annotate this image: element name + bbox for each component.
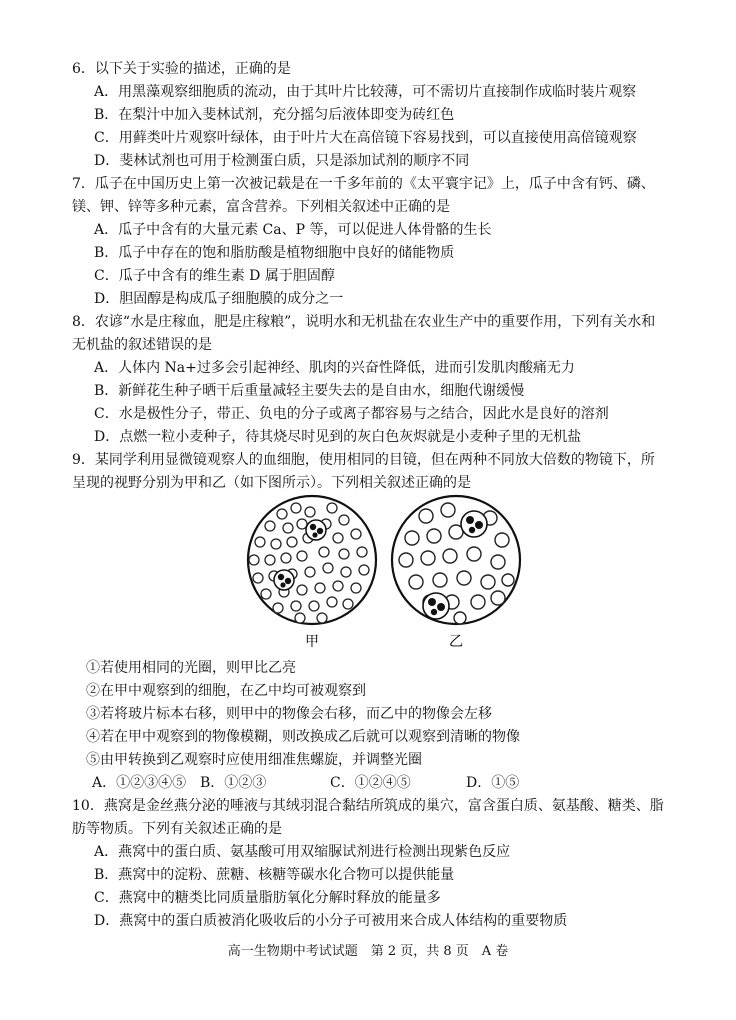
question-10-option-c: C．燕窝中的糖类比同质量脂肪氧化分解时释放的能量多 (94, 890, 441, 906)
microscope-views-figure (240, 494, 530, 654)
figure-label-jia: 甲 (305, 634, 319, 650)
question-8-stem-line2: 无机盐的叙述错误的是 (72, 337, 212, 353)
question-7-option-b: B．瓜子中存在的饱和脂肪酸是植物细胞中良好的储能物质 (94, 245, 455, 261)
field-of-view-yi (392, 496, 520, 624)
question-10-stem-line2: 肪等物质。下列有关叙述正确的是 (72, 821, 282, 837)
question-7-option-d: D．胆固醇是构成瓜子细胞膜的成分之一 (94, 291, 344, 307)
question-10-option-a: A．燕窝中的蛋白质、氨基酸可用双缩脲试剂进行检测出现紫色反应 (94, 844, 511, 860)
question-8-option-b: B．新鲜花生种子晒干后重量减轻主要失去的是自由水，细胞代谢缓慢 (94, 383, 525, 399)
question-9-choice-a: A．①②③④⑤ (92, 775, 187, 791)
figure-label-yi: 乙 (449, 634, 463, 650)
page-footer: 高一生物期中考试试题 第 2 页，共 8 页 A 卷 (227, 944, 509, 959)
question-8-option-a: A．人体内 Na+过多会引起神经、肌肉的兴奋性降低，进而引发肌肉酸痛无力 (94, 360, 575, 376)
question-7-option-c: C．瓜子中含有的维生素 D 属于胆固醇 (94, 268, 335, 284)
question-7-stem-line2: 镁、钾、锌等多种元素，富含营养。下列相关叙述中正确的是 (72, 199, 450, 215)
question-7-option-a: A．瓜子中含有的大量元素 Ca、P 等，可以促进人体骨骼的生长 (94, 222, 492, 238)
question-8 (72, 311, 678, 449)
question-6-option-d: D．斐林试剂也可用于检测蛋白质，只是添加试剂的顺序不同 (94, 153, 470, 169)
question-9-body (72, 657, 678, 795)
question-7 (72, 173, 678, 311)
question-10-stem-line1: 10．燕窝是金丝燕分泌的唾液与其绒羽混合黏结所筑成的巢穴，富含蛋白质、氨基酸、糖类、脂 (72, 798, 664, 814)
question-9-statement-2: ②在甲中观察到的细胞，在乙中均可被观察到 (86, 683, 366, 699)
question-6-option-a: A．用黑藻观察细胞质的流动，由于其叶片比较薄，可不需切片直接制作成临时装片观察 (94, 84, 637, 100)
question-6-stem: 6．以下关于实验的描述，正确的是 (72, 61, 291, 77)
question-9-choices (72, 772, 678, 795)
question-6-option-c: C．用藓类叶片观察叶绿体，由于叶片大在高倍镜下容易找到，可以直接使用高倍镜观察 (94, 130, 637, 146)
question-9-stem-line2: 呈现的视野分别为甲和乙（如下图所示）。下列相关叙述正确的是 (72, 475, 471, 491)
question-8-stem-line1: 8．农谚“水是庄稼血，肥是庄稼粮”，说明水和无机盐在农业生产中的重要作用，下列有关水和 (72, 314, 656, 330)
question-9-choice-c: C．①②④⑤ (330, 775, 411, 791)
question-9-choice-d: D．①⑤ (466, 775, 520, 791)
question-7-stem-line1: 7．瓜子在中国历史上第一次被记载是在一千多年前的《太平寰宇记》上，瓜子中含有钙、磷、 (72, 176, 655, 192)
question-9-statement-3: ③若将玻片标本右移，则甲中的物像会右移，而乙中的物像会左移 (86, 706, 492, 722)
question-9-statement-4: ④若在甲中观察到的物像模糊，则改换成乙后就可以观察到清晰的物像 (86, 729, 520, 745)
question-9-statement-5: ⑤由甲转换到乙观察时应使用细准焦螺旋，并调整光圈 (86, 752, 422, 768)
question-6-option-b: B．在梨汁中加入斐林试剂，充分摇匀后液体即变为砖红色 (94, 107, 455, 123)
question-6 (72, 58, 678, 173)
question-9-choice-b: B．①②③ (200, 775, 267, 791)
question-9-stem-line1: 9．某同学利用显微镜观察人的血细胞，使用相同的目镜，但在两种不同放大倍数的物镜下，所 (72, 452, 655, 468)
question-8-option-d: D．点燃一粒小麦种子，待其烧尽时见到的灰白色灰烬就是小麦种子里的无机盐 (94, 429, 582, 445)
question-8-option-c: C．水是极性分子，带正、负电的分子或离子都容易与之结合，因此水是良好的溶剂 (94, 406, 609, 422)
question-10-option-b: B．燕窝中的淀粉、蔗糖、核糖等碳水化合物可以提供能量 (94, 867, 455, 883)
question-10 (72, 795, 678, 933)
question-9-stem-block (72, 449, 678, 495)
question-9-statement-1: ①若使用相同的光圈，则甲比乙亮 (86, 660, 296, 676)
field-of-view-jia (248, 496, 376, 624)
question-10-option-d: D．燕窝中的蛋白质被消化吸收后的小分子可被用来合成人体结构的重要物质 (94, 913, 568, 929)
